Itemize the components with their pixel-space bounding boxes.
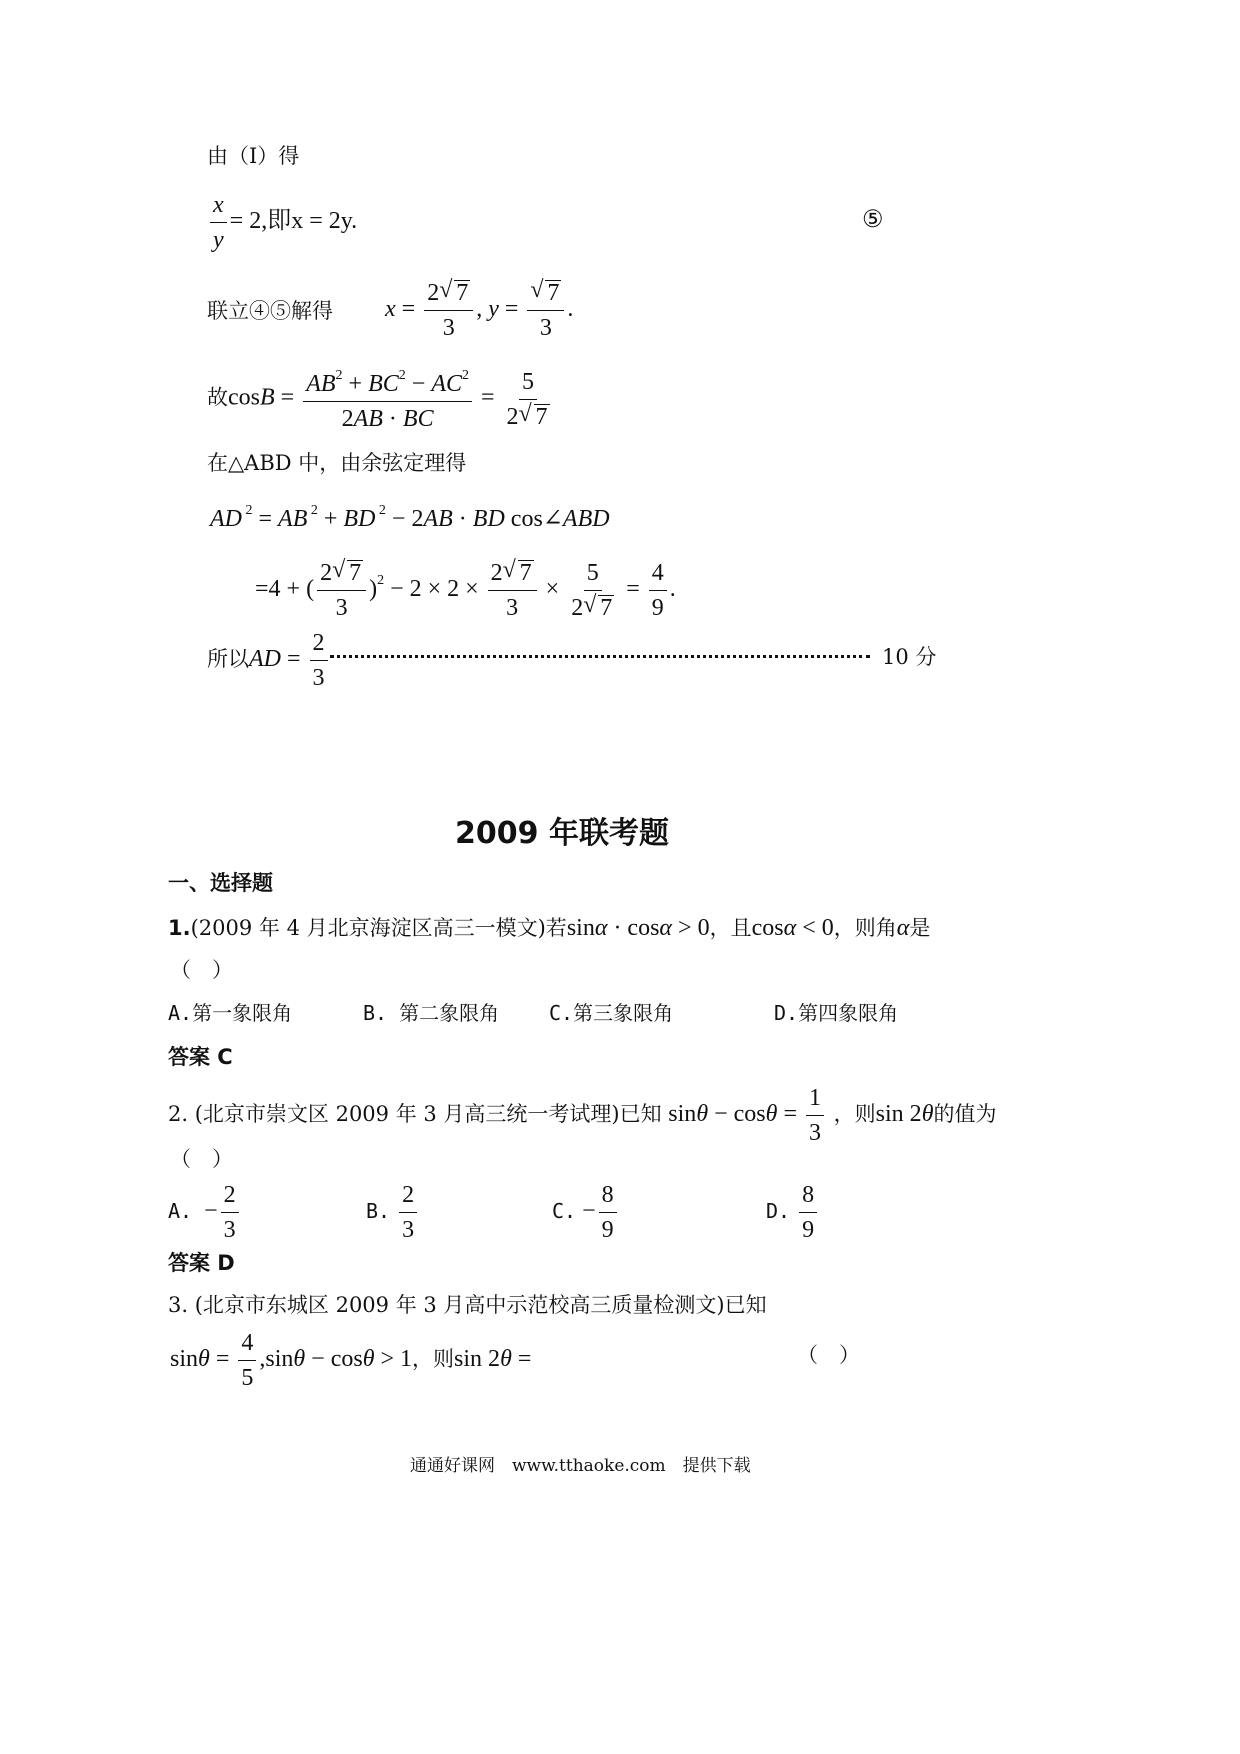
q1-answer: 答案 C — [168, 1045, 233, 1069]
solution-line-intro: 由（Ⅰ）得 — [207, 144, 300, 168]
q2-option-d: D. $\frac{8}{9}$ — [766, 1180, 820, 1245]
equation-number-5: ⑤ — [862, 205, 884, 233]
question-2: 2. (北京市崇文区 2009 年 3 月高三统一考试理)已知 sinθ − cosθ = $\frac{1}{3}$ ，则sin 2θ的值为 — [168, 1085, 997, 1146]
equation-cos-b: 故cosB = $\frac{AB^2 + BC^2 - AC^2}{2AB \cdot BC}$ = $\frac{5}{2√ 7}$ — [207, 364, 556, 434]
score-leader-dots — [330, 655, 870, 658]
section-heading: 一、选择题 — [168, 871, 273, 895]
question-3-paren: （ ） — [797, 1343, 860, 1367]
q1-option-a: A.第一象限角 — [168, 1001, 293, 1025]
question-3-condition: sinθ = $\frac{4}{5}$ ,sinθ − cosθ > 1，则sin 2θ = — [170, 1330, 532, 1391]
equation-x-over-y: $\frac{x}{y}$ = 2,即x = 2y. — [207, 190, 357, 255]
q2-option-a: A. − $\frac{2}{3}$ — [168, 1180, 242, 1245]
equation-ad-squared-value: =4 + ( $\frac{2√ 7}{3}$ )$^2$ − 2 × 2 × $\frac{2√ 7}{3}$ × $\frac{5}{2√ 7}$ = $\frac{4}{9}$ . — [255, 558, 676, 623]
q1-option-d: D.第四象限角 — [774, 1001, 899, 1025]
solution-line-solve: 联立④⑤解得 — [207, 299, 333, 323]
equation-ad-squared: AD $^2$ = AB $^2$ + BD $^2$ − 2AB · BD cos∠ABD — [210, 503, 610, 532]
page-footer: 通通好课网 www.tthaoke.com 提供下载 — [410, 1456, 751, 1476]
equation-ad-value: 所以AD = $\frac{2}{3}$ — [207, 628, 331, 693]
question-2-paren: （ ） — [170, 1147, 233, 1171]
section-title: 2009 年联考题 — [455, 816, 669, 851]
solution-line-law-of-cosines: 在△ABD 中，由余弦定理得 — [207, 451, 467, 475]
question-1: 1.(2009 年 4 月北京海淀区高三一模文)若sinα · cosα > 0，且cosα < 0，则角α是 — [168, 915, 931, 941]
question-1-paren: （ ） — [170, 958, 233, 982]
score-label: 10 分 — [882, 645, 937, 669]
q2-option-c: C. − $\frac{8}{9}$ — [552, 1180, 620, 1245]
equation-x-y-values: x = $\frac{2√ 7}{3}$ , y = √ $\frac{7}{3}$ . — [385, 278, 573, 343]
question-3: 3. (北京市东城区 2009 年 3 月高中示范校高三质量检测文)已知 — [168, 1293, 767, 1317]
q1-option-c: C.第三象限角 — [549, 1001, 674, 1025]
q2-answer: 答案 D — [168, 1251, 235, 1275]
q2-option-b: B. $\frac{2}{3}$ — [366, 1180, 420, 1245]
q1-option-b: B. 第二象限角 — [363, 1001, 500, 1025]
